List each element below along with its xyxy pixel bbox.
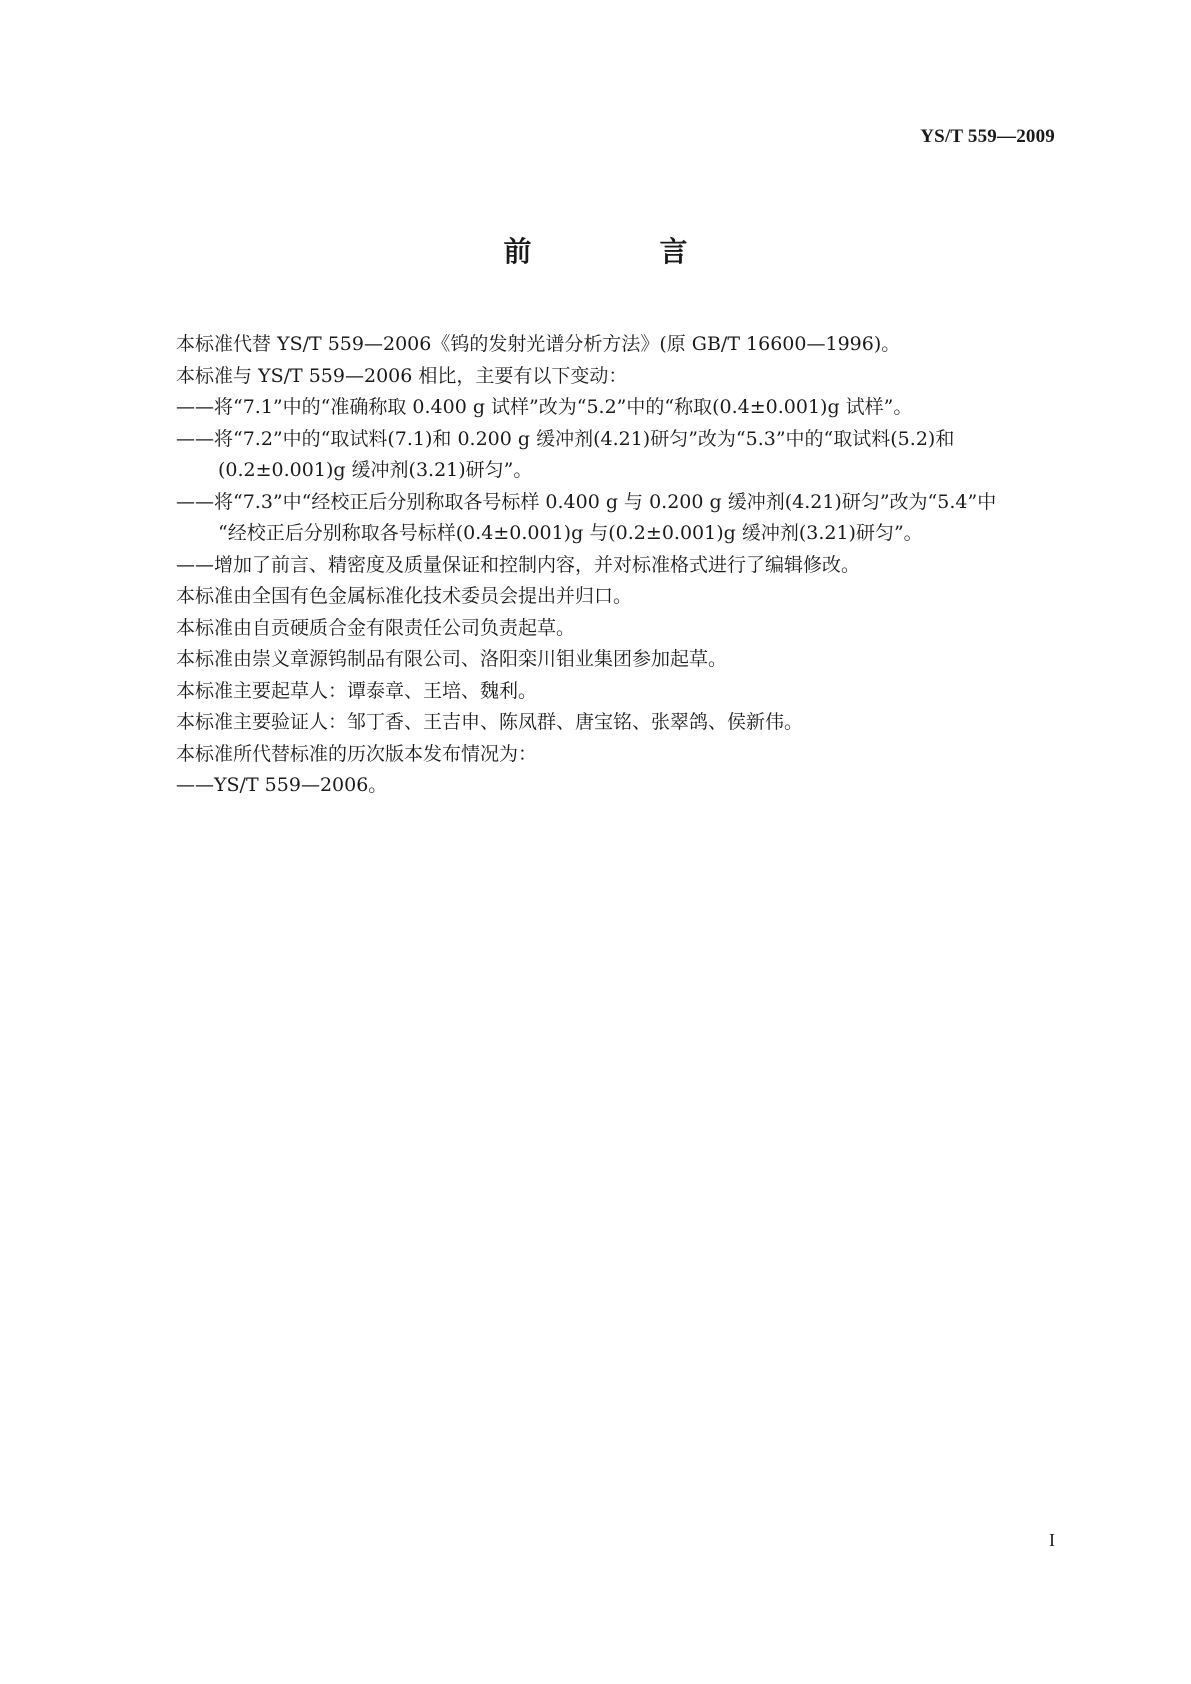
paragraph-change-item: ——增加了前言、精密度及质量保证和控制内容，并对标准格式进行了编辑修改。 bbox=[176, 553, 861, 576]
paragraph-proposed-by: 本标准由全国有色金属标准化技术委员会提出并归口。 bbox=[176, 585, 633, 607]
paragraph-history-item: ——YS/T 559—2006。 bbox=[176, 774, 388, 796]
paragraph-drafted-by: 本标准由自贡硬质合金有限责任公司负责起草。 bbox=[176, 616, 576, 639]
paragraph-changes-intro: 本标准与 YS/T 559—2006 相比，主要有以下变动： bbox=[176, 364, 628, 387]
page-number: I bbox=[1049, 1530, 1055, 1550]
paragraph-history-intro: 本标准所代替标准的历次版本发布情况为： bbox=[176, 742, 538, 765]
page-title: 前 言 bbox=[503, 235, 738, 268]
paragraph-verifiers: 本标准主要验证人：邹丁香、王吉申、陈凤群、唐宝铭、张翠鸽、侯新伟。 bbox=[176, 711, 804, 733]
foreword-body bbox=[176, 329, 1076, 802]
standard-code: YS/T 559—2009 bbox=[920, 126, 1055, 147]
paragraph-participants: 本标准由崇义章源钨制品有限公司、洛阳栾川钼业集团参加起草。 bbox=[176, 648, 728, 670]
paragraph-change-item-continued: “经校正后分别称取各号标样(0.4±0.001)g 与(0.2±0.001)g 缓冲剂(3.21)研匀”。 bbox=[218, 522, 923, 544]
paragraph-change-item: ——将“7.3”中“经校正后分别称取各号标样 0.400 g 与 0.200 g 缓冲剂(4.21)研匀”改为“5.4”中 bbox=[176, 490, 997, 513]
paragraph-replaces: 本标准代替 YS/T 559—2006《钨的发射光谱分析方法》(原 GB/T 16600—1996)。 bbox=[176, 333, 901, 355]
paragraph-change-item: ——将“7.1”中的“准确称取 0.400 g 试样”改为“5.2”中的“称取(0.4±0.001)g 试样”。 bbox=[176, 396, 913, 418]
paragraph-change-item-continued: (0.2±0.001)g 缓冲剂(3.21)研匀”。 bbox=[218, 459, 533, 481]
paragraph-change-item: ——将“7.2”中的“取试料(7.1)和 0.200 g 缓冲剂(4.21)研匀”改为“5.3”中的“取试料(5.2)和 bbox=[176, 427, 955, 450]
paragraph-main-drafters: 本标准主要起草人：谭泰章、王培、魏利。 bbox=[176, 679, 538, 702]
